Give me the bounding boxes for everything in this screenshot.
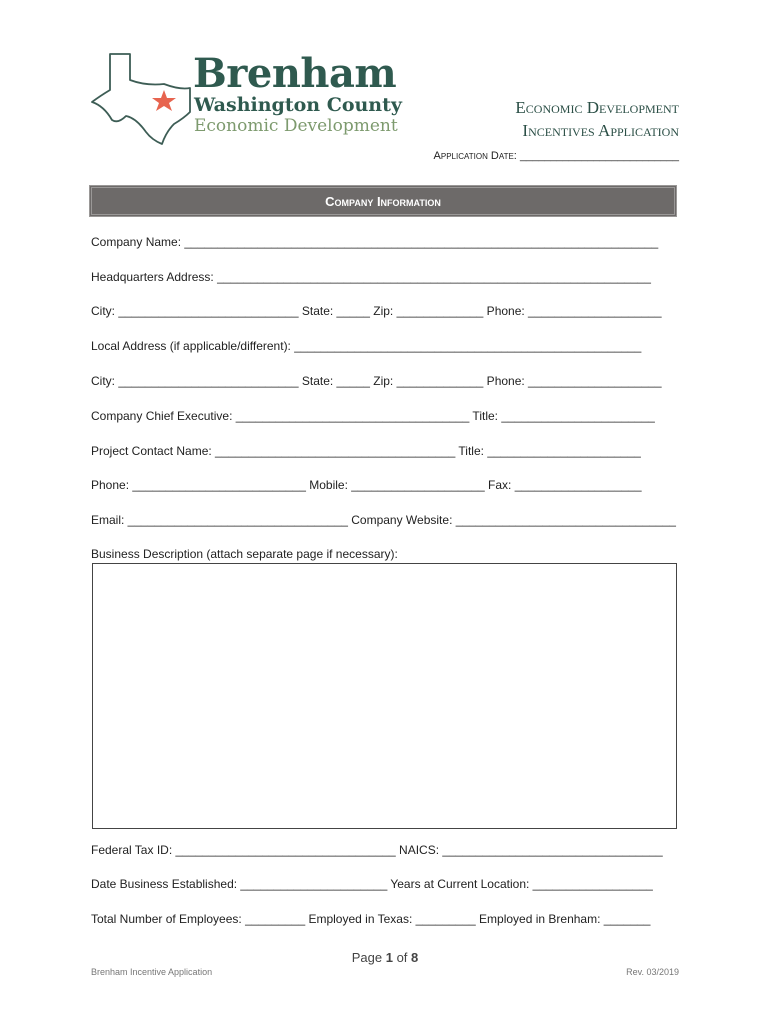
email-website-field[interactable]: Email: _________________________________ Company Website: _________________________________ (91, 513, 676, 527)
title-line-2: Incentives Application (522, 121, 679, 140)
application-date (434, 150, 679, 162)
brand-name: Brenham (193, 50, 397, 97)
brenham-logo (86, 52, 406, 147)
company-name-field[interactable]: Company Name: _______________________________________________________________________ (91, 235, 659, 249)
section-heading: Company Information (325, 193, 441, 209)
business-description-label: Business Description (attach separate page if necessary): (91, 547, 398, 561)
business-description-box[interactable] (92, 563, 677, 829)
application-date-blank[interactable]: __________________________ (519, 150, 679, 162)
hq-address-field[interactable]: Headquarters Address: _________________________________________________________________ (91, 270, 651, 284)
page-current: 1 (385, 950, 393, 965)
page-prefix: Page (351, 950, 386, 965)
brand-subtitle: Economic Development (194, 116, 398, 136)
local-city-state-zip-phone-field[interactable]: City: ___________________________ State: _____ Zip: _____________ Phone: ____________________ (91, 374, 662, 388)
brand-county: Washington County (194, 94, 402, 116)
date-established-field[interactable]: Date Business Established: ______________________ Years at Current Location: __________________ (91, 877, 653, 891)
document-title (515, 96, 679, 142)
local-address-field[interactable]: Local Address (if applicable/different): ____________________________________________________ (91, 339, 642, 353)
footer-revision: Rev. 03/2019 (626, 967, 679, 977)
hq-city-state-zip-phone-field[interactable]: City: ___________________________ State: _____ Zip: _____________ Phone: ____________________ (91, 304, 662, 318)
footer-document-name: Brenham Incentive Application (91, 967, 213, 977)
project-contact-field[interactable]: Project Contact Name: ____________________________________ Title: _______________________ (91, 444, 641, 458)
chief-executive-field[interactable]: Company Chief Executive: ___________________________________ Title: _______________________ (91, 409, 655, 423)
phone-mobile-fax-field[interactable]: Phone: __________________________ Mobile: ____________________ Fax: ___________________ (91, 478, 642, 492)
section-banner (89, 185, 677, 217)
tax-id-naics-field[interactable]: Federal Tax ID: _________________________________ NAICS: _________________________________ (91, 843, 663, 857)
texas-star-icon (86, 52, 196, 147)
page-of: of (392, 950, 412, 965)
page-total: 8 (411, 950, 419, 965)
page-number (0, 950, 770, 965)
title-line-1: Economic Development (515, 98, 679, 117)
employees-field[interactable]: Total Number of Employees: _________ Employed in Texas: _________ Employed in Brenham: _______ (91, 912, 651, 926)
application-date-label: Application Date: (433, 150, 517, 162)
